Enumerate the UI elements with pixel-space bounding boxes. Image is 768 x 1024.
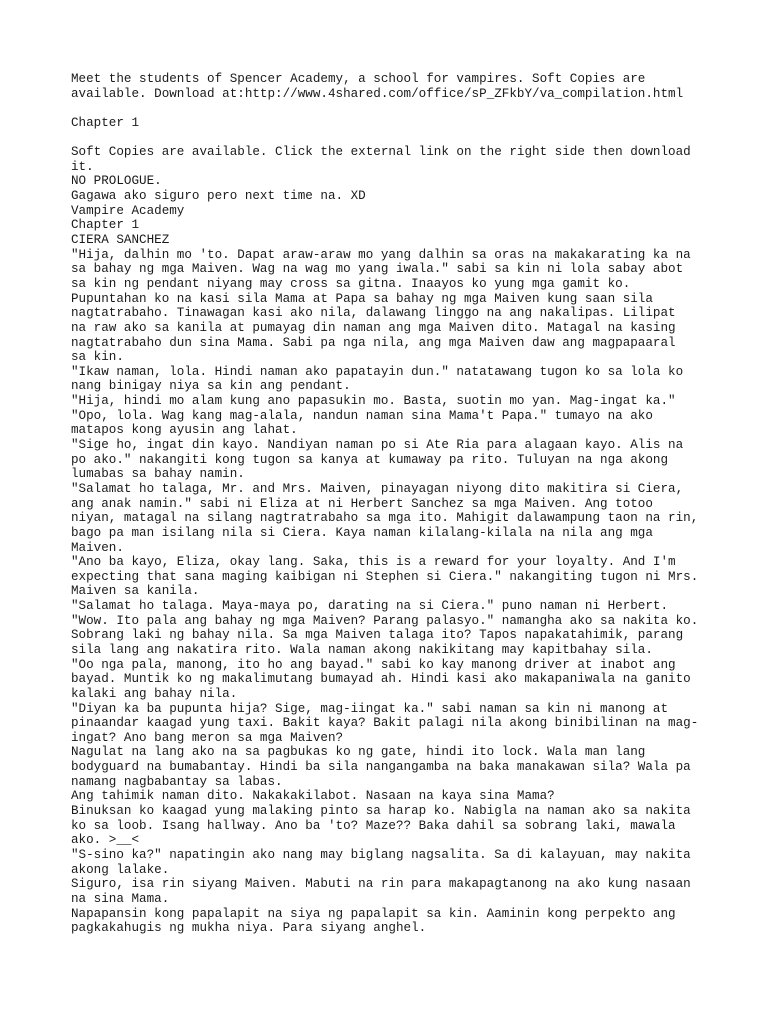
- body-line: na sina Mama.: [71, 891, 170, 906]
- body-line: NO PROLOGUE.: [71, 174, 162, 189]
- body-line: ako. >__<: [71, 833, 140, 848]
- blank-line: [71, 101, 701, 116]
- intro-line: available. Download at:http://www.4shared.com/office/sP_ZFkbY/va_compilation.html: [71, 86, 684, 101]
- body-line: na raw ako sa kanila at pumayag din naman ang mga Maiven dito. Matagal na kasing: [71, 320, 676, 335]
- body-line: Soft Copies are available. Click the external link on the right side then download: [71, 145, 691, 160]
- body-line: CIERA SANCHEZ: [71, 233, 170, 248]
- body-line: Chapter 1: [71, 218, 140, 233]
- body-line: Vampire Academy: [71, 203, 185, 218]
- body-line: "Ikaw naman, lola. Hindi naman ako papatayin dun." natatawang tugon ko sa lola ko: [71, 364, 684, 379]
- body-line: "Opo, lola. Wag kang mag-alala, nandun naman sina Mama't Papa." tumayo na ako: [71, 408, 653, 423]
- body-line: "Hija, dalhin mo 'to. Dapat araw-araw mo yang dalhin sa oras na makakarating ka na: [71, 247, 691, 262]
- body-line: sa kin.: [71, 350, 124, 365]
- body-line: Nagulat na lang ako na sa pagbukas ko ng gate, hindi ito lock. Wala man lang: [71, 745, 646, 760]
- body-line: nang binigay niya sa kin ang pendant.: [71, 379, 351, 394]
- body-line: sa bahay ng mga Maiven. Wag na wag mo yang iwala." sabi sa kin ni lola sabay abot: [71, 262, 684, 277]
- body-line: "Salamat ho talaga. Maya-maya po, darating na si Ciera." puno naman ni Herbert.: [71, 599, 669, 614]
- body-line: ingat? Ano bang meron sa mga Maiven?: [71, 730, 344, 745]
- body-line: "Hija, hindi mo alam kung ano papasukin mo. Basta, suotin mo yan. Mag-ingat ka.": [71, 394, 676, 409]
- body-line: pinaandar kaagad yung taxi. Bakit kaya? Bakit palagi nila akong binibilinan na mag-: [71, 716, 699, 731]
- body-line: Maiven sa kanila.: [71, 584, 200, 599]
- body-line: Pupuntahan ko na kasi sila Mama at Papa sa bahay ng mga Maiven kung saan sila: [71, 291, 653, 306]
- document-page: [71, 72, 701, 936]
- body-line: Binuksan ko kaagad yung malaking pinto sa harap ko. Nabigla na naman ako sa nakita: [71, 804, 691, 819]
- blank-line: [71, 131, 701, 146]
- body-line: Sobrang laki ng bahay nila. Sa mga Maiven talaga ito? Tapos napakatahimik, parang: [71, 628, 684, 643]
- body-line: Maiven.: [71, 540, 124, 555]
- body-line: "Ano ba kayo, Eliza, okay lang. Saka, this is a reward for your loyalty. And I'm: [71, 555, 676, 570]
- body-line: ko sa loob. Isang hallway. Ano ba 'to? Maze?? Baka dahil sa sobrang laki, mawala: [71, 818, 676, 833]
- body-line: sa kin ng pendant niyang may cross sa gitna. Inaayos ko yung mga gamit ko.: [71, 276, 631, 291]
- body-line: bodyguard na bumabantay. Hindi ba sila nangangamba na baka manakawan sila? Wala pa: [71, 760, 691, 775]
- intro-line: Meet the students of Spencer Academy, a school for vampires. Soft Copies are: [71, 72, 646, 86]
- body-line: "Oo nga pala, manong, ito ho ang bayad." sabi ko kay manong driver at inabot ang: [71, 657, 676, 672]
- body-line: po ako." nakangiti kong tugon sa kanya at kumaway pa rito. Tuluyan na nga akong: [71, 452, 669, 467]
- body-line: nagtatrabaho dun sina Mama. Sabi pa nga nila, ang mga Maiven daw ang magpapaaral: [71, 335, 676, 350]
- body-line: expecting that sana maging kaibigan ni Stephen si Ciera." nakangiting tugon ni Mrs.: [71, 569, 699, 584]
- body-line: "Sige ho, ingat din kayo. Nandiyan naman po si Ate Ria para alagaan kayo. Alis na: [71, 438, 684, 453]
- body-line: Siguro, isa rin siyang Maiven. Mabuti na rin para makapagtanong na ako kung nasaan: [71, 877, 691, 892]
- body-line: Ang tahimik naman dito. Nakakakilabot. Nasaan na kaya sina Mama?: [71, 789, 555, 804]
- body-line: "S-sino ka?" napatingin ako nang may biglang nagsalita. Sa di kalayuan, may nakita: [71, 847, 691, 862]
- body-line: ang anak namin." sabi ni Eliza at ni Herbert Sanchez sa mga Maiven. Ang totoo: [71, 496, 653, 511]
- body-line: matapos kong ayusin ang lahat.: [71, 423, 298, 438]
- body-line: pagkakahugis ng mukha niya. Para siyang anghel.: [71, 921, 427, 936]
- body-line: kalaki ang bahay nila.: [71, 686, 238, 701]
- body-line: akong lalake.: [71, 862, 170, 877]
- body-line: "Diyan ka ba pupunta hija? Sige, mag-iingat ka." sabi naman sa kin ni manong at: [71, 701, 669, 716]
- body-line: lumabas sa bahay namin.: [71, 467, 245, 482]
- body-line: "Wow. Ito pala ang bahay ng mga Maiven? Parang palasyo." namangha ako sa nakita ko.: [71, 613, 699, 628]
- body-line: sila lang ang nakatira rito. Wala naman akong nakikitang may kapitbahay sila.: [71, 642, 653, 657]
- body-line: Napapansin kong papalapit na siya ng papalapit sa kin. Aaminin kong perpekto ang: [71, 906, 676, 921]
- chapter-heading: Chapter 1: [71, 115, 140, 130]
- body-line: bayad. Muntik ko ng makalimutang bumayad ah. Hindi kasi ako makapaniwala na ganito: [71, 672, 691, 687]
- body-line: nagtatrabaho. Tinawagan kasi ako nila, dalawang linggo na ang nakalipas. Lilipat: [71, 306, 676, 321]
- body-line: it.: [71, 159, 94, 174]
- body-line: Gagawa ako siguro pero next time na. XD: [71, 189, 366, 204]
- body-line: niyan, matagal na silang nagtratrabaho sa mga ito. Mahigit dalawampung taon na rin,: [71, 511, 699, 526]
- body-line: bago pa man isilang nila si Ciera. Kaya naman kilalang-kilala na nila ang mga: [71, 525, 653, 540]
- body-text: [71, 145, 701, 936]
- body-line: "Salamat ho talaga, Mr. and Mrs. Maiven, pinayagan niyong dito makitira si Ciera,: [71, 481, 684, 496]
- body-line: namang nagbabantay sa labas.: [71, 774, 283, 789]
